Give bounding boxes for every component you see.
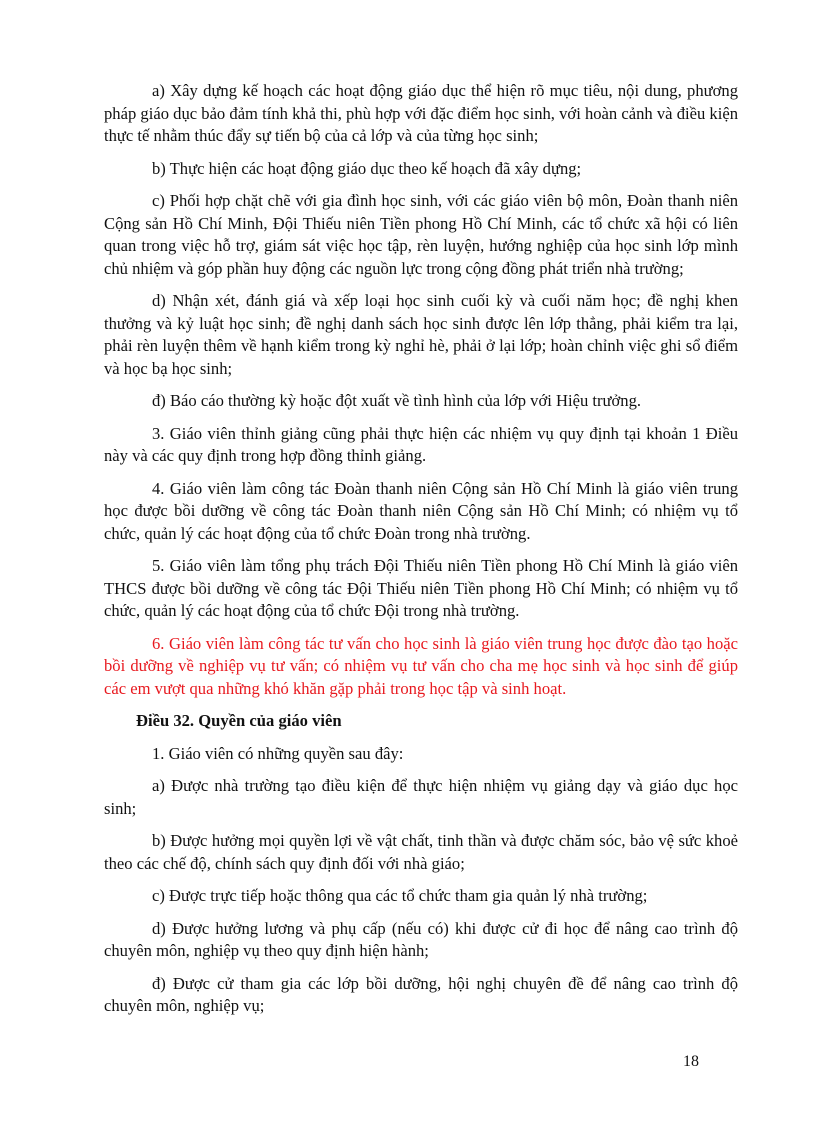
paragraph-clause-4: 4. Giáo viên làm công tác Đoàn thanh niên Cộng sản Hồ Chí Minh là giáo viên trung học được bồi dưỡng về công tác Đoàn thanh niên Cộng sản Hồ Chí Minh; có nhiệm vụ tổ chức, quản lý các hoạt động của tổ chức Đoàn trong nhà trường. <box>104 478 738 543</box>
article-32-heading: Điều 32. Quyền của giáo viên <box>136 711 342 730</box>
paragraph-right-d: d) Được hưởng lương và phụ cấp (nếu có) khi được cử đi học để nâng cao trình độ chuyên môn, nghiệp vụ theo quy định hiện hành; <box>104 918 738 960</box>
paragraph-right-c: c) Được trực tiếp hoặc thông qua các tổ chức tham gia quản lý nhà trường; <box>152 886 648 905</box>
paragraph-right-b: b) Được hưởng mọi quyền lợi về vật chất, tinh thần và được chăm sóc, bảo vệ sức khoẻ theo các chế độ, chính sách quy định đối với nhà giáo; <box>104 831 738 873</box>
paragraph-duty-dd: đ) Báo cáo thường kỳ hoặc đột xuất về tình hình của lớp với Hiệu trưởng. <box>152 391 642 410</box>
paragraph-clause-3: 3. Giáo viên thỉnh giảng cũng phải thực hiện các nhiệm vụ quy định tại khoản 1 Điều này và các quy định trong hợp đồng thỉnh giảng. <box>104 423 738 465</box>
paragraph-clause-5: 5. Giáo viên làm tổng phụ trách Đội Thiếu niên Tiền phong Hồ Chí Minh là giáo viên THCS được bồi dưỡng về công tác Đội Thiếu niên Tiền phong Hồ Chí Minh; có nhiệm vụ tổ chức, quản lý các hoạt động của tổ chức Đội trong nhà trường. <box>104 556 738 620</box>
page-number: 18 <box>683 1053 699 1070</box>
paragraph-clause-6-highlighted: 6. Giáo viên làm công tác tư vấn cho học sinh là giáo viên trung học được đào tạo hoặc bồi dưỡng về nghiệp vụ tư vấn; có nhiệm vụ tư vấn cho cha mẹ học sinh và học sinh để giúp các em vượt qua những khó khăn gặp phải trong học tập và sinh hoạt. <box>104 633 738 698</box>
paragraph-right-a: a) Được nhà trường tạo điều kiện để thực hiện nhiệm vụ giảng dạy và giáo dục học sinh; <box>104 776 738 818</box>
paragraph-duty-d: d) Nhận xét, đánh giá và xếp loại học sinh cuối kỳ và cuối năm học; đề nghị khen thưởng và kỷ luật học sinh; đề nghị danh sách học sinh được lên lớp thẳng, phải kiểm tra lại, phải rèn luyện thêm về hạnh kiểm trong kỳ nghỉ hè, phải ở lại lớp; hoàn chỉnh việc ghi sổ điểm và học bạ học sinh; <box>104 291 738 378</box>
paragraph-right-dd: đ) Được cử tham gia các lớp bồi dưỡng, hội nghị chuyên đề để nâng cao trình độ chuyên môn, nghiệp vụ; <box>104 973 738 1015</box>
paragraph-duty-b: b) Thực hiện các hoạt động giáo dục theo kế hoạch đã xây dựng; <box>152 158 582 178</box>
paragraph-duty-a: a) Xây dựng kế hoạch các hoạt động giáo dục thể hiện rõ mục tiêu, nội dung, phương pháp giáo dục bảo đảm tính khả thi, phù hợp với đặc điểm học sinh, với hoàn cảnh và điều kiện thực tế nhằm thúc đẩy sự tiến bộ của cả lớp và của từng học sinh; <box>104 81 738 145</box>
paragraph-rights-intro: 1. Giáo viên có những quyền sau đây: <box>152 743 404 763</box>
paragraph-duty-c: c) Phối hợp chặt chẽ với gia đình học sinh, với các giáo viên bộ môn, Đoàn thanh niên Cộng sản Hồ Chí Minh, Đội Thiếu niên Tiền phong Hồ Chí Minh, các tổ chức xã hội có liên quan trong việc hỗ trợ, giám sát việc học tập, rèn luyện, hướng nghiệp của học sinh lớp mình chủ nhiệm và góp phần huy động các nguồn lực trong cộng đồng phát triển nhà trường; <box>104 191 738 278</box>
